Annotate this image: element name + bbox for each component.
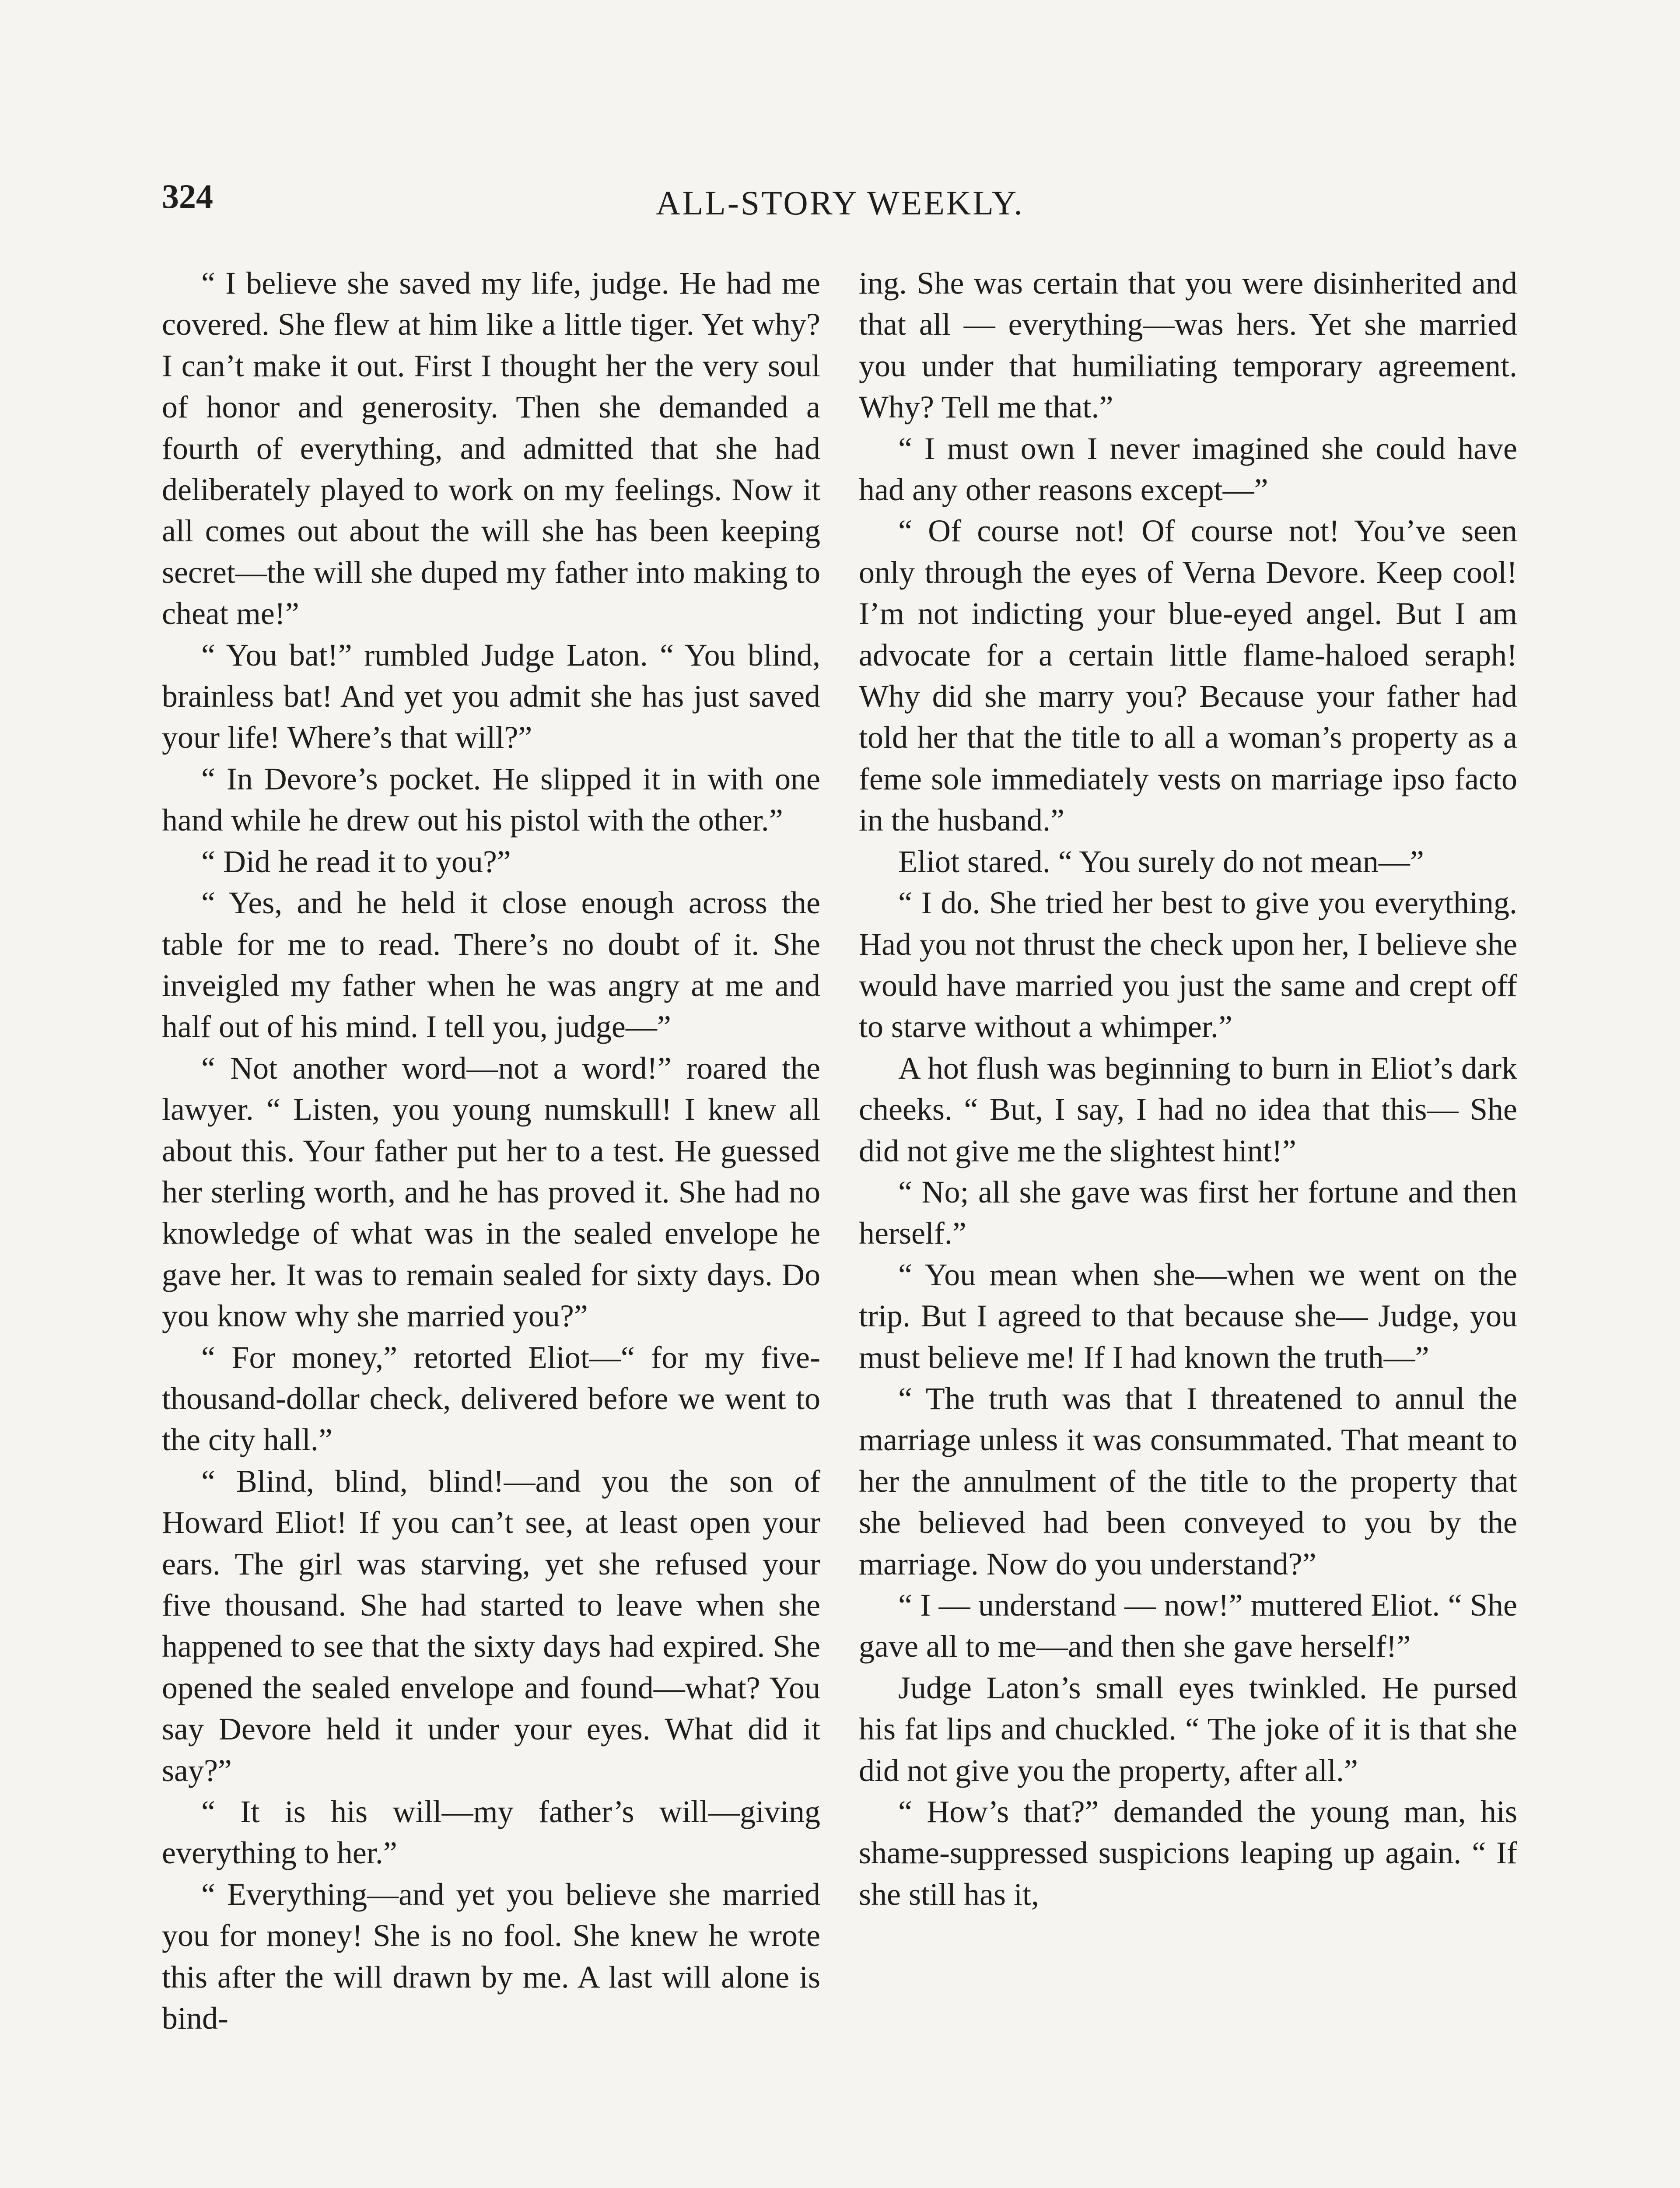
page-number: 324 bbox=[162, 177, 213, 215]
paragraph: “ Everything—and yet you believe she married you for money! She is no fool. She knew he wrote this after the will drawn by me. A last will alone is bind- bbox=[162, 1876, 820, 2036]
paragraph: “ You mean when she—when we went on the trip. But I agreed to that because she— Judge, you must believe me! If I had known the truth—” bbox=[859, 1257, 1517, 1375]
paragraph: A hot flush was beginning to burn in Eliot’s dark cheeks. “ But, I say, I had no idea that this— She did not give me the slightest hint!” bbox=[859, 1050, 1517, 1168]
paragraph: “ You bat!” rumbled Judge Laton. “ You blind, brainless bat! And yet you admit she has just saved your life! Where’s that will?” bbox=[162, 637, 820, 755]
paragraph: “ It is his will—my father’s will—giving everything to her.” bbox=[162, 1794, 820, 1871]
right-column bbox=[859, 263, 1517, 1915]
paragraph: “ In Devore’s pocket. He slipped it in with one hand while he drew out his pistol with the other.” bbox=[162, 761, 820, 838]
paragraph: “ Blind, blind, blind!—and you the son of Howard Eliot! If you can’t see, at least open your ears. The girl was starving, yet she refused your five thousand. She had started to leave when she happened to see that the sixty days had expired. She opened the sealed envelope and found—what? You say Devore held it under your eyes. What did it say?” bbox=[162, 1463, 820, 1788]
paragraph: “ For money,” retorted Eliot—“ for my five-thousand-dollar check, delivered before we went to the city hall.” bbox=[162, 1339, 820, 1458]
left-column bbox=[162, 263, 820, 2039]
paragraph: “ Yes, and he held it close enough across the table for me to read. There’s no doubt of it. She inveigled my father when he was angry at me and half out of his mind. I tell you, judge—” bbox=[162, 885, 820, 1045]
paragraph: Judge Laton’s small eyes twinkled. He pursed his fat lips and chuckled. “ The joke of it is that she did not give you the property, after all.” bbox=[859, 1670, 1517, 1788]
paragraph: “ The truth was that I threatened to annul the marriage unless it was consummated. That meant to her the annulment of the title to the property that she believed had been conveyed to you by the marriage. Now do you understand?” bbox=[859, 1381, 1517, 1581]
paragraph: “ Not another word—not a word!” roared the lawyer. “ Listen, you young numskull! I knew all about this. Your father put her to a test. He guessed her sterling worth, and he has proved it. She had no knowledge of what was in the sealed envelope he gave her. It was to remain sealed for sixty days. Do you know why she married you?” bbox=[162, 1050, 820, 1334]
paragraph: “ I believe she saved my life, judge. He had me covered. She flew at him like a little tiger. Yet why? I can’t make it out. First I thought her the very soul of honor and generosity. Then she demanded a fourth of everything, and admitted that she had deliberately played to work on my feelings. Now it all comes out about the will she has been keeping secret—the will she duped my father into making to cheat me!” bbox=[162, 266, 820, 631]
running-head: ALL-STORY WEEKLY. bbox=[656, 184, 1024, 222]
paragraph: “ I — understand — now!” muttered Eliot. “ She gave all to me—and then she gave herself!” bbox=[859, 1588, 1517, 1664]
paragraph: “ No; all she gave was first her fortune and then herself.” bbox=[859, 1174, 1517, 1251]
paragraph: “ How’s that?” demanded the young man, his shame-suppressed suspicions leaping up again. “ If she still has it, bbox=[859, 1794, 1517, 1912]
paragraph: “ Did he read it to you?” bbox=[201, 844, 511, 879]
paragraph: “ I do. She tried her best to give you everything. Had you not thrust the check upon her, I believe she would have married you just the same and crept off to starve without a whimper.” bbox=[859, 885, 1517, 1045]
paragraph: Eliot stared. “ You surely do not mean—” bbox=[898, 844, 1424, 879]
paragraph: “ Of course not! Of course not! You’ve seen only through the eyes of Verna Devore. Keep cool! I’m not indicting your blue-eyed angel. But I am advocate for a certain little flame-haloed seraph! Why did she marry you? Because your father had told her that the title to all a woman’s property as a feme sole immediately vests on marriage ipso facto in the husband.” bbox=[859, 513, 1517, 838]
paragraph: “ I must own I never imagined she could have had any other reasons except—” bbox=[859, 431, 1517, 508]
paragraph-continued: ing. She was certain that you were disinherited and that all — everything—was hers. Yet she married you under that humiliating temporary agreement. Why? Tell me that.” bbox=[859, 266, 1517, 425]
